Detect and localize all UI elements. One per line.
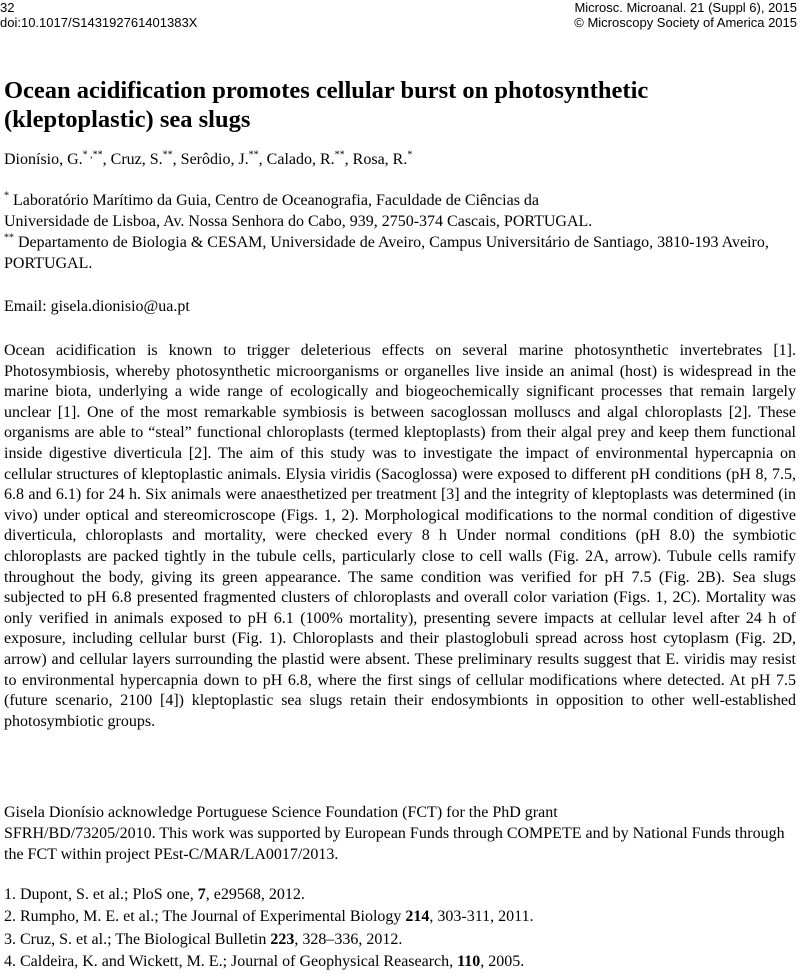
reference-list (4, 884, 796, 974)
author-affiliation-mark: * (407, 149, 413, 161)
author-affiliation-mark: ** (334, 149, 345, 161)
reference-volume: 110 (457, 953, 481, 971)
affiliation-2: ** Departamento de Biologia & CESAM, Universidade de Aveiro, Campus Universitário de Santiago, 3810-193 Aveiro, PORTUGAL. (4, 232, 769, 272)
affiliations (4, 190, 796, 274)
reference-item: 3. Cruz, S. et al.; The Biological Bulletin 223, 328–336, 2012. (4, 930, 403, 948)
reference-item: 2. Rumpho, M. E. et al.; The Journal of Experimental Biology 214, 303-311, 2011. (4, 908, 534, 926)
running-header-right (574, 0, 797, 30)
author-list: Dionísio, G.* ,**, Cruz, S.**, Serôdio, J.**, Calado, R.**, Rosa, R.* (4, 149, 413, 168)
reference-volume: 223 (270, 930, 295, 948)
journal-citation: Microsc. Microanal. 21 (Suppl 6), 2015 (574, 0, 797, 15)
reference-item: 1. Dupont, S. et al.; PloS one, 7, e29568, 2012. (4, 886, 305, 903)
author-affiliation-mark: ** (248, 149, 259, 161)
acknowledgement-line-1: Gisela Dionísio acknowledge Portuguese Science Foundation (FCT) for the PhD grant (4, 804, 558, 821)
doi: doi:10.1017/S143192761401383X (0, 15, 198, 30)
affiliation-mark: * (4, 190, 9, 202)
copyright-notice: © Microscopy Society of America 2015 (574, 15, 797, 30)
affiliation-1-line-2: Universidade de Lisboa, Av. Nossa Senhora do Cabo, 939, 2750-374 Cascais, PORTUGAL. (4, 213, 593, 230)
author: Cruz, S. (110, 151, 163, 168)
acknowledgement (4, 802, 796, 865)
reference-volume: 214 (405, 908, 430, 926)
page-number: 32 (0, 0, 15, 15)
reference-item: 4. Caldeira, K. and Wickett, M. E.; Journal of Geophysical Reasearch, 110, 2005. (4, 953, 525, 971)
author: Rosa, R. (352, 151, 408, 168)
affiliation-1: * Laboratório Marítimo da Guia, Centro de Oceanografia, Faculdade de Ciências da (4, 190, 540, 209)
author: Dionísio, G. (4, 151, 83, 168)
abstract-body: Ocean acidification is known to trigger deleterious effects on several marine photosynthetic invertebrates [1]. Photosymbiosis, whereby photosynthetic microorganisms or organelles live inside an animal (host) is widespread in the marine biota, underlying a wide range of ecologically and biogeochemically significant processes that remain largely unclear [1]. One of the most remarkable symbiosis is between sacoglossan molluscs and algal chloroplasts [2]. These organisms are able to “steal” functional chloroplasts (termed kleptoplasts) from their algal prey and keep them functional inside digestive diverticula [2]. The aim of this study was to investigate the impact of environmental hypercapnia on cellular structures of kleptoplastic animals. Elysia viridis (Sacoglossa) were exposed to different pH conditions (pH 8, 7.5, 6.8 and 6.1) for 24 h. Six animals were anaesthetized per treatment [3] and the integrity of kleptoplasts was determined (in vivo) under optical and stereomicroscope (Figs. 1, 2). Morphological modifications to the normal condition of digestive diverticula, chloroplasts and mortality, were checked every 8 h Under normal conditions (pH 8.0) the symbiotic chloroplasts are packed tightly in the tubule cells, particularly close to cell walls (Fig. 2A, arrow). Tubule cells ramify throughout the body, giving its green appearance. The same condition was verified for pH 7.5 (Fig. 2B). Sea slugs subjected to pH 6.8 presented fragmented clusters of chloroplasts and overall color variation (Figs. 1, 2C). Mortality was only verified in animals exposed to pH 6.1 (100% mortality), presenting severe impacts at cellular level after 24 h of exposure, including cellular burst (Fig. 1). Chloroplasts and their plastoglobuli spread across host cytoplasm (Fig. 2D, arrow) and cellular layers surrounding the plastid were absent. These preliminary results suggest that E. viridis may resist to environmental hypercapnia down to pH 6.8, where the first sings of cellular modifications where detected. At pH 7.5 (future scenario, 2100 [4]) kleptoplastic sea slugs retain their endosymbionts in opposition to other well-established photosymbiotic groups. (4, 342, 796, 730)
author-affiliation-mark: * ,** (82, 149, 103, 161)
acknowledgement-rest: SFRH/BD/73205/2010. This work was supported by European Funds through COMPETE and by National Funds through the FCT within project PEst-C/MAR/LA0017/2013. (4, 825, 785, 863)
affiliation-mark: ** (4, 232, 14, 244)
running-header-left (0, 0, 197, 30)
author: Calado, R. (266, 151, 335, 168)
author-affiliation-mark: ** (162, 149, 173, 161)
contact-email: Email: gisela.dionisio@ua.pt (4, 298, 190, 315)
reference-volume: 7 (197, 886, 206, 903)
paper-title: Ocean acidification promotes cellular burst on photosynthetic (kleptoplastic) sea slugs (4, 77, 649, 133)
author: Serôdio, J. (180, 151, 249, 168)
